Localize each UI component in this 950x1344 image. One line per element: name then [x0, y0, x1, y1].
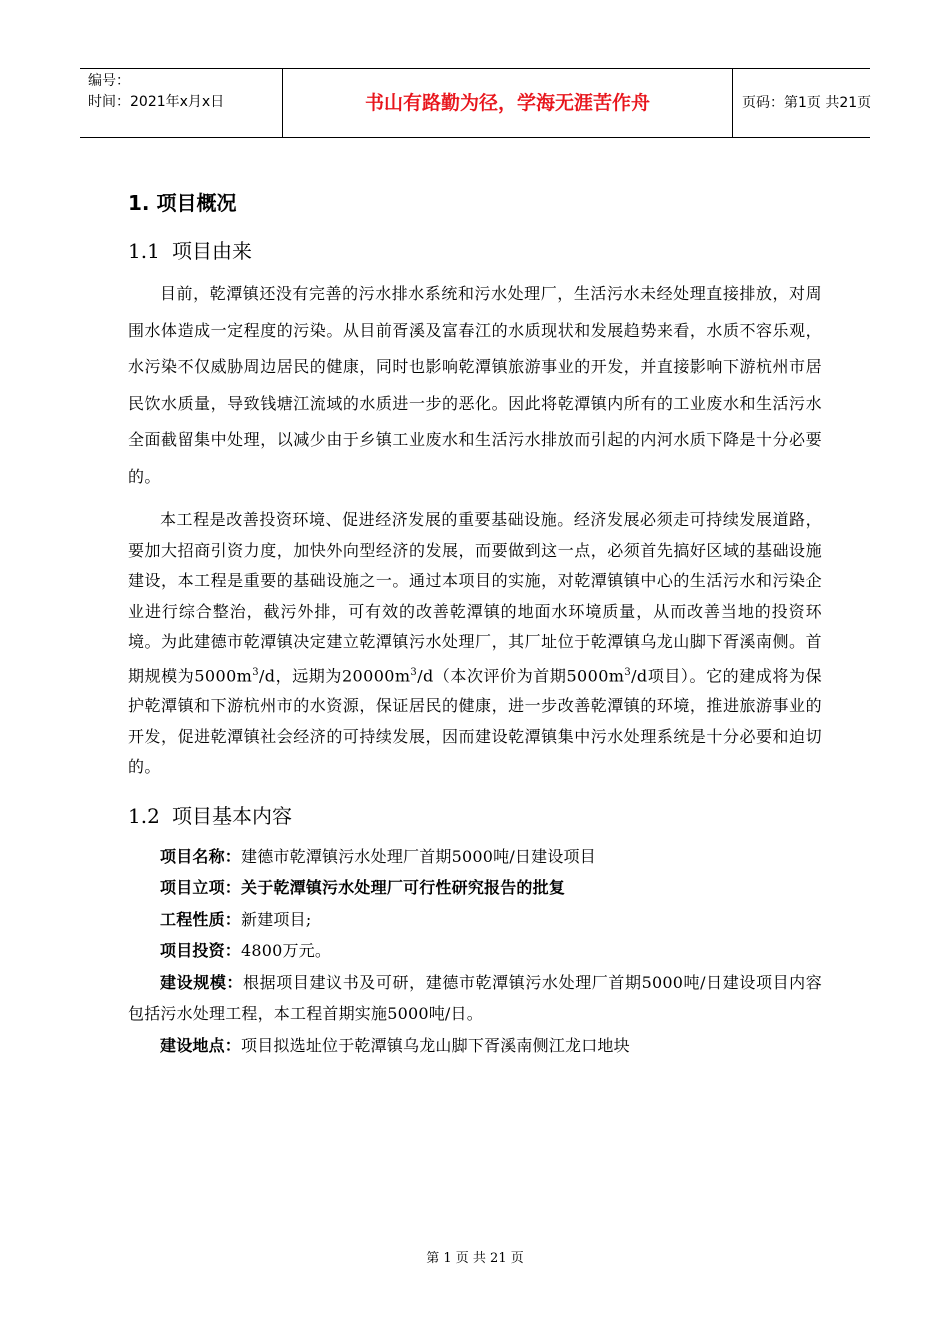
section-1-title: 1. 项目概况 [128, 191, 237, 215]
section-1-2-number: 1.2 [128, 803, 160, 828]
info-item-approval: 项目立项：关于乾潭镇污水处理厂可行性研究报告的批复 [160, 878, 566, 898]
project-info-list [128, 841, 822, 1062]
info-item-nature: 工程性质：新建项目; [160, 909, 312, 929]
header-motto: 书山有路勤为径，学海无涯苦作舟 [282, 69, 733, 137]
section-1-1-number: 1.1 [128, 239, 160, 263]
document-body [128, 180, 822, 1061]
header-page: 页码：第1页 共21页 [742, 95, 872, 111]
section-1-1-heading [128, 236, 822, 266]
page-header [80, 68, 870, 138]
paragraph-origin-2: 本工程是改善投资环境、促进经济发展的重要基础设施。经济发展必须走可持续发展道路，要加大招商引资力度，加快外向型经济的发展，而要做到这一点，必须首先搞好区域的基础设施建设，本工程是重要的基础设施之一。通过本项目的实施，对乾潭镇镇中心的生活污水和污染企业进行综合整治，截污外排，可有效的改善乾潭镇的地面水环境质量，从而改善当地的投资环境。为此建德市乾潭镇决定建立乾潭镇污水处理厂，其厂址位于乾潭镇乌龙山脚下胥溪南侧。首期规模为$5000m^3/d$，远期为$20000m^3/d$（本次评价为首期$5000m^3/d$项目）。它的建成将为保护乾潭镇和下游杭州市的水资源，保证居民的健康，进一步改善乾潭镇的环境，推进旅游事业的开发，促进乾潭镇社会经济的可持续发展，因而建设乾潭镇集中污水处理系统是十分必要和迫切的。 [128, 510, 822, 777]
section-1-2-heading [128, 801, 822, 831]
header-number: 编号： [88, 73, 130, 89]
header-date: 时间：2021年x月x日 [88, 94, 225, 110]
header-meta [80, 69, 282, 137]
info-item-investment: 项目投资：4800万元。 [160, 941, 332, 961]
page-footer: 第 1 页 共 21 页 [426, 1251, 524, 1266]
info-item-scale: 建设规模：根据项目建议书及可研，建德市乾潭镇污水处理厂首期5000吨/日建设项目内容包括污水处理工程，本工程首期实施5000吨/日。 [128, 972, 822, 1024]
paragraph-origin-1: 目前，乾潭镇还没有完善的污水排水系统和污水处理厂，生活污水未经处理直接排放，对周围水体造成一定程度的污染。从目前胥溪及富春江的水质现状和发展趋势来看，水质不容乐观，水污染不仅威胁周边居民的健康，同时也影响乾潭镇旅游事业的开发，并直接影响下游杭州市居民饮水质量，导致钱塘江流域的水质进一步的恶化。因此将乾潭镇内所有的工业废水和生活污水全面截留集中处理，以减少由于乡镇工业废水和生活污水排放而引起的内河水质下降是十分必要的。 [128, 284, 822, 486]
section-1-1-title: 项目由来 [172, 239, 252, 263]
info-item-location: 建设地点：项目拟选址位于乾潭镇乌龙山脚下胥溪南侧江龙口地块 [160, 1035, 630, 1055]
info-item-name: 项目名称：建德市乾潭镇污水处理厂首期5000吨/日建设项目 [160, 846, 596, 866]
section-1-2-title: 项目基本内容 [172, 803, 292, 828]
